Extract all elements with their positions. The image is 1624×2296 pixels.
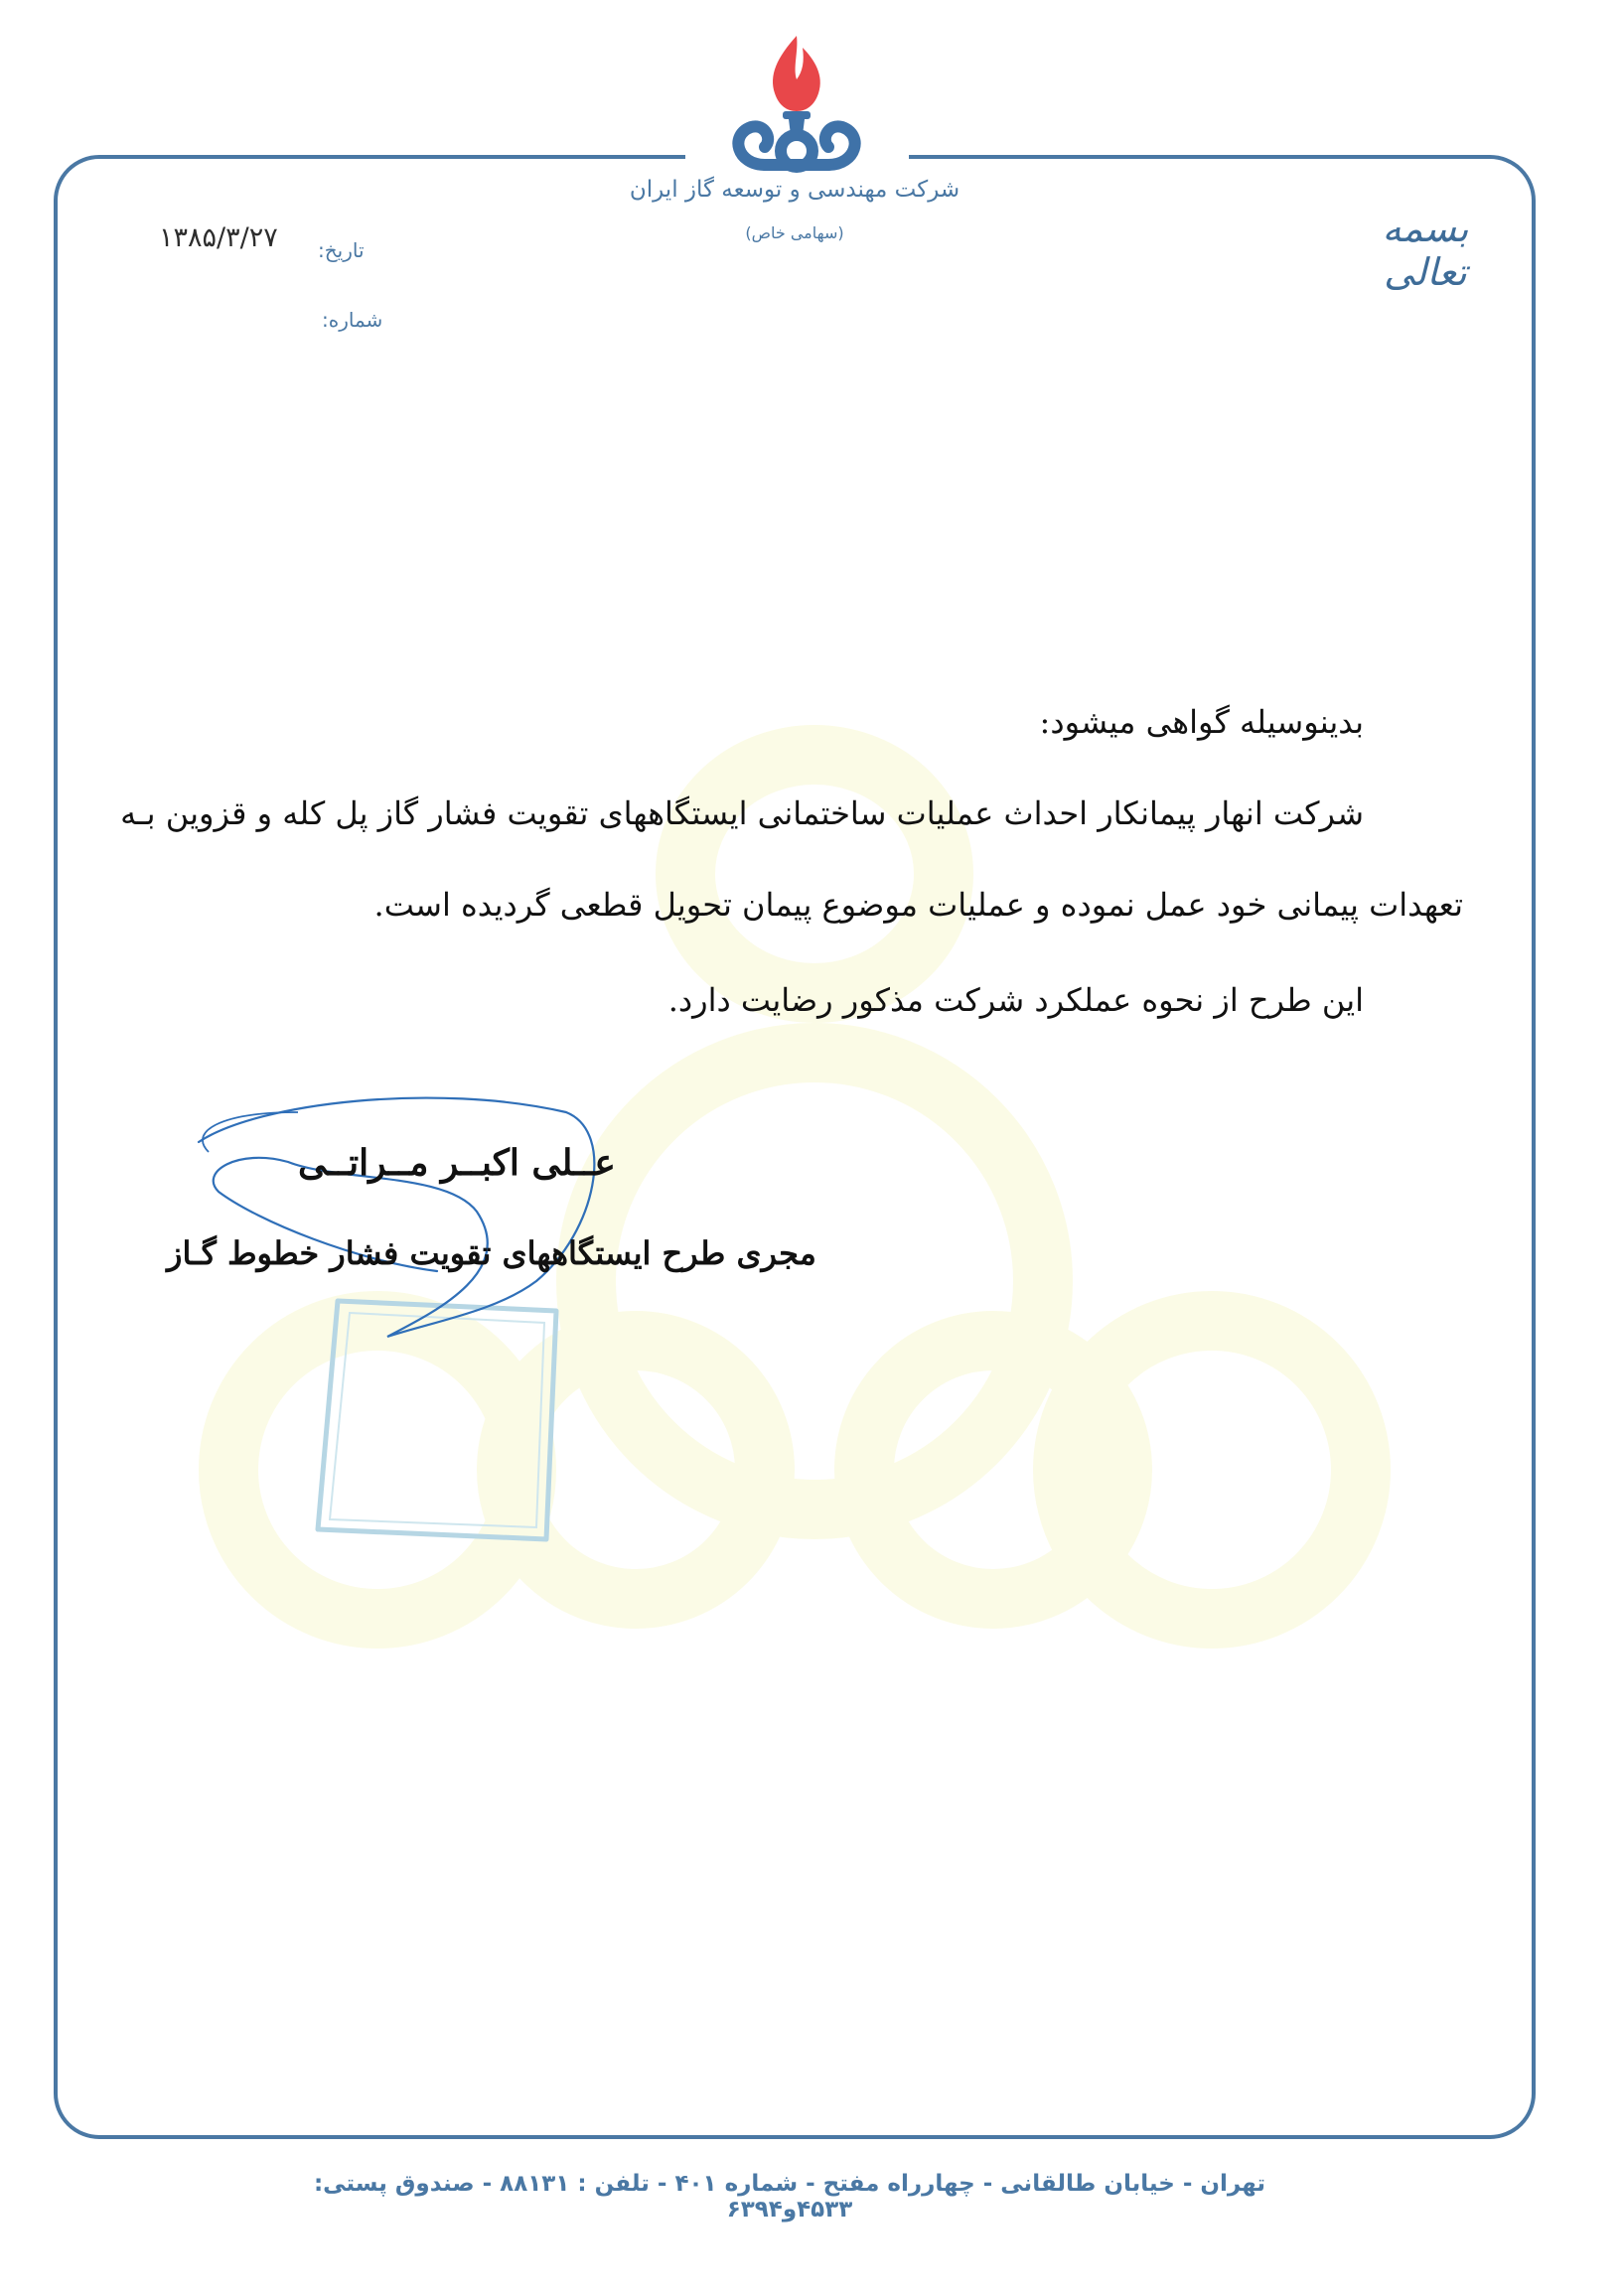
footer-address: تهران - خیابان طالقانی - چهارراه مفتح - شماره ۴۰۱ - تلفن : ۸۸۱۳۱ - صندوق پستی: ۴۵۳۳و۶۳۹۴	[313, 2171, 1266, 2223]
body-line-4: این طرح از نحوه عملکرد شرکت مذکور رضایت دارد.	[667, 981, 1364, 1019]
basmala-header: بسمه تعالی	[1382, 207, 1469, 294]
company-logo	[707, 28, 886, 177]
body-line-3: تعهدات پیمانی خود عمل نموده و عملیات موضوع پیمان تحویل قطعی گردیده است.	[373, 886, 1463, 924]
date-label: تاریخ:	[318, 238, 365, 262]
signatory-title: مجری طرح ایستگاههای تقویت فشار خطوط گـاز	[167, 1234, 816, 1272]
company-name: شرکت مهندسی و توسعه گاز ایران	[629, 177, 960, 203]
signatory-name: عــلی اکبــر مــراتــی	[298, 1142, 616, 1184]
number-label: شماره:	[322, 308, 383, 332]
date-value: ۱۳۸۵/۳/۲۷	[159, 222, 278, 253]
body-line-2: شرکت انهار پیمانکار احداث عملیات ساختمانی ایستگاههای تقویت فشار گاز پل کله و قزوین بـه	[120, 794, 1364, 832]
company-type: (سهامی خاص)	[745, 223, 844, 242]
body-line-1: بدینوسیله گواهی میشود:	[1039, 703, 1364, 741]
